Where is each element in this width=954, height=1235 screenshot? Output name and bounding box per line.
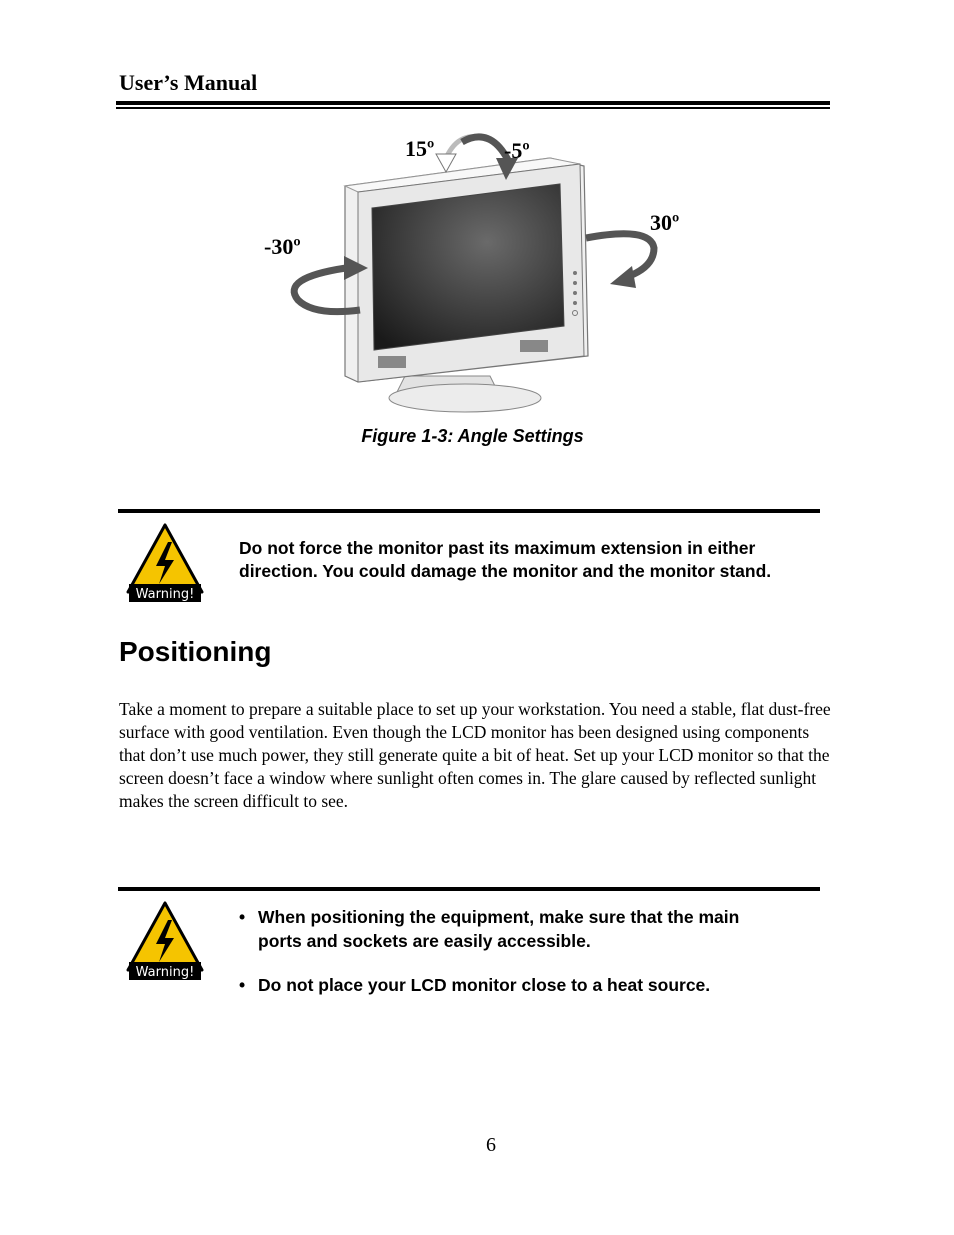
swivel-left-label: -30º bbox=[264, 234, 301, 259]
bullet-icon: • bbox=[239, 975, 246, 995]
running-header: User’s Manual bbox=[119, 70, 258, 95]
positioning-paragraph: Take a moment to prepare a suitable place to set up your workstation. You need a stable, flat dust-free surface with good ventilation. Even though the LCD monitor has been designed using components that don’t use much power, they still generate quite a bit of heat. Set up your LCD monitor so that the screen doesn’t face a window where sunlight often comes in. The glare caused by reflected sunlight makes the screen difficult to see. bbox=[119, 699, 831, 811]
warning-text: Do not force the monitor past its maximum extension in either direction. You could damage the monitor and the monitor stand. bbox=[239, 538, 772, 581]
section-heading: Positioning bbox=[119, 636, 272, 667]
monitor-angle-figure bbox=[250, 128, 700, 418]
tilt-forward-label: -5º bbox=[504, 138, 530, 163]
figure-caption: Figure 1-3: Angle Settings bbox=[361, 426, 584, 446]
monitor-body bbox=[345, 158, 588, 382]
header-rule-thin bbox=[116, 107, 830, 109]
warning-rule bbox=[118, 509, 820, 513]
warning-bullet-list bbox=[239, 905, 799, 1017]
bullet-icon: • bbox=[239, 907, 246, 927]
swivel-right-arrow bbox=[586, 234, 654, 288]
list-item-text: Do not place your LCD monitor close to a heat source. bbox=[258, 975, 711, 995]
warning-icon-label: Warning! bbox=[135, 587, 195, 602]
warning-icon-label-2: Warning! bbox=[135, 965, 195, 980]
list-item bbox=[239, 905, 799, 953]
header-rule bbox=[116, 101, 830, 105]
warning-rule-2 bbox=[118, 887, 820, 891]
warning-icon-2 bbox=[125, 900, 205, 982]
list-item bbox=[239, 973, 799, 997]
page-number: 6 bbox=[486, 1134, 496, 1156]
list-item-text: When positioning the equipment, make sure that the main ports and sockets are easily accessible. bbox=[258, 907, 740, 951]
monitor-stand bbox=[389, 376, 541, 412]
tilt-back-label: 15º bbox=[405, 136, 435, 161]
swivel-right-label: 30º bbox=[650, 210, 680, 235]
warning-icon bbox=[125, 522, 205, 604]
